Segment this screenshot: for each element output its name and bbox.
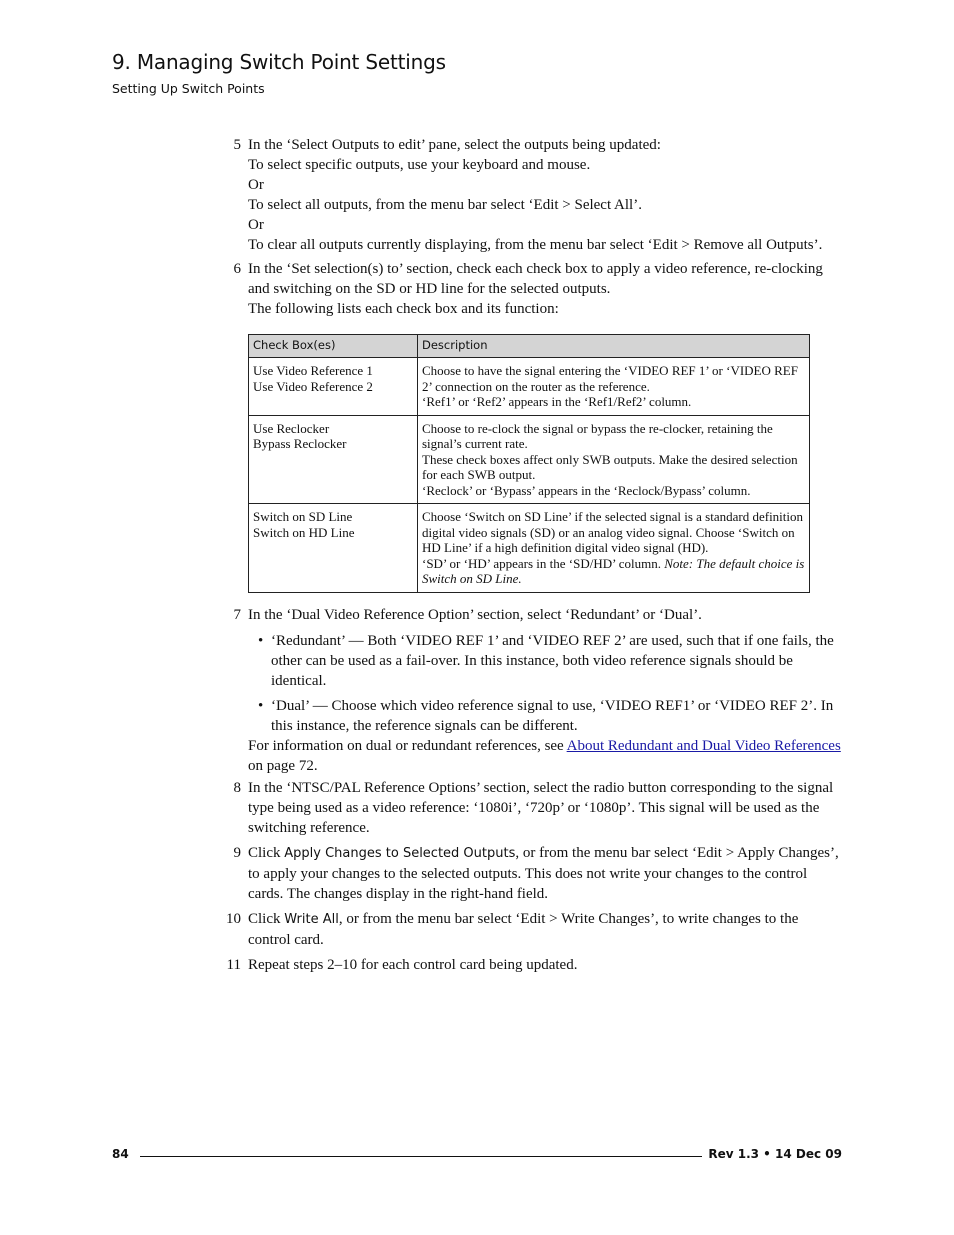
list-item-text: ‘Dual’ — Choose which video reference signal to use, ‘VIDEO REF1’ or ‘VIDEO REF 2’. In this instance, the reference signals can be different. — [271, 697, 834, 734]
step-number: 6 — [233, 261, 241, 277]
description-cell — [418, 415, 810, 504]
chapter-title: 9. Managing Switch Point Settings — [112, 50, 446, 74]
table-row — [249, 358, 810, 416]
step-text — [248, 843, 844, 904]
check-box-name: Bypass Reclocker — [253, 436, 347, 451]
description-text: These check boxes affect only SWB outputs. Make the desired selection for each SWB output. — [422, 451, 798, 482]
cross-reference-link[interactable]: About Redundant and Dual Video References — [566, 737, 841, 754]
step-text: Repeat steps 2–10 for each control card being updated. — [248, 956, 578, 973]
list-item — [248, 631, 844, 691]
step-text: In the ‘Set selection(s) to’ section, check each check box to apply a video reference, re-clocking and switching on the SD or HD line for the selected outputs. — [248, 261, 823, 297]
step-text-suffix: , or from the menu bar select ‘Edit > Write Changes’, to write changes to the control card. — [248, 910, 799, 948]
description-cell — [418, 358, 810, 416]
step-number: 8 — [233, 779, 241, 796]
description-cell — [418, 504, 810, 593]
step-text: In the ‘Select Outputs to edit’ pane, select the outputs being updated: — [248, 137, 661, 153]
description-text: Choose to re-clock the signal or bypass the re-clocker, retaining the signal’s current rate. — [422, 420, 773, 451]
list-item — [248, 696, 844, 736]
step-7 — [233, 605, 844, 776]
step-detail: The following lists each check box and its function: — [248, 301, 559, 317]
check-box-cell — [249, 415, 418, 504]
step-number: 9 — [233, 844, 241, 861]
step-8 — [233, 778, 844, 838]
step-text-prefix: Click — [248, 910, 285, 927]
description-text: ‘Ref1’ or ‘Ref2’ appears in the ‘Ref1/Ref2’ column. — [422, 394, 692, 409]
step-number: 7 — [233, 606, 241, 623]
step-detail: To select all outputs, from the menu bar select ‘Edit > Select All’. — [248, 197, 642, 213]
section-title: Setting Up Switch Points — [112, 81, 265, 96]
step-text-prefix: Click — [248, 844, 285, 861]
table-header-row — [249, 335, 810, 358]
page-content — [226, 135, 844, 975]
step-text-suffix: , or from the menu bar select ‘Edit > Apply Changes’, to apply your changes to the selected outputs. This does not write your changes to the control cards. The changes display in the right-hand field. — [248, 844, 839, 902]
step-5 — [233, 135, 844, 255]
page-number: 84 — [112, 1147, 129, 1161]
check-box-cell — [249, 504, 418, 593]
footer-divider — [140, 1156, 702, 1157]
step-detail — [248, 736, 844, 776]
table-row — [249, 415, 810, 504]
info-prefix: For information on dual or redundant references, see — [248, 737, 567, 754]
table-header-cell: Check Box(es) — [249, 335, 418, 358]
check-box-name: Use Video Reference 2 — [253, 378, 373, 394]
step-text — [248, 909, 844, 950]
bullet-list — [248, 631, 844, 736]
bullet-glyph: • — [258, 697, 264, 714]
step-or: Or — [248, 217, 264, 233]
check-box-name: Use Reclocker — [253, 420, 330, 436]
step-number: 11 — [226, 956, 241, 973]
step-detail: To select specific outputs, use your keyboard and mouse. — [248, 157, 591, 173]
step-detail: To clear all outputs currently displaying, from the menu bar select ‘Edit > Remove all Outputs’. — [248, 237, 823, 253]
description-text — [422, 556, 805, 587]
step-text: In the ‘NTSC/PAL Reference Options’ section, select the radio button corresponding to the signal type being used as a video reference: ‘1080i’, ‘720p’ or ‘1080p’. This signal will be used as the switching reference. — [248, 779, 834, 836]
write-all-button-ref: Write All — [284, 911, 339, 927]
check-box-name: Switch on SD Line — [253, 509, 353, 524]
step-9 — [233, 843, 844, 904]
check-box-name: Switch on HD Line — [253, 524, 355, 540]
description-text: Choose ‘Switch on SD Line’ if the selected signal is a standard definition digital video signals (SD) or an analog video signal. Choose ‘Switch on HD Line’ if a high definition digital video signal (HD). — [422, 509, 804, 555]
table-row — [249, 504, 810, 593]
apply-changes-button-ref: Apply Changes to Selected Outputs — [284, 845, 516, 861]
step-10 — [226, 909, 844, 950]
step-6 — [233, 259, 844, 593]
step-number: 5 — [233, 137, 241, 153]
check-box-cell — [249, 358, 418, 416]
info-suffix: on page 72. — [248, 757, 318, 774]
step-or: Or — [248, 177, 264, 193]
bullet-glyph: • — [258, 632, 264, 649]
check-box-name: Use Video Reference 1 — [253, 363, 373, 378]
description-text-part: ‘SD’ or ‘HD’ appears in the ‘SD/HD’ column. — [422, 555, 665, 571]
description-text: ‘Reclock’ or ‘Bypass’ appears in the ‘Reclock/Bypass’ column. — [422, 482, 751, 498]
step-number: 10 — [226, 910, 241, 927]
revision-label: Rev 1.3 • 14 Dec 09 — [708, 1147, 842, 1161]
list-item-text: ‘Redundant’ — Both ‘VIDEO REF 1’ and ‘VIDEO REF 2’ are used, such that if one fails, the other can be used as a fail-over. In this instance, both video reference signals should be identical. — [271, 632, 834, 689]
description-note: Note: The default choice is Switch on SD Line. — [422, 555, 805, 586]
check-box-table — [248, 334, 810, 593]
table-header-cell: Description — [418, 335, 810, 358]
step-11 — [226, 955, 844, 975]
step-text: In the ‘Dual Video Reference Option’ section, select ‘Redundant’ or ‘Dual’. — [248, 606, 702, 623]
description-text: Choose to have the signal entering the ‘VIDEO REF 1’ or ‘VIDEO REF 2’ connection on the router as the reference. — [422, 363, 798, 394]
